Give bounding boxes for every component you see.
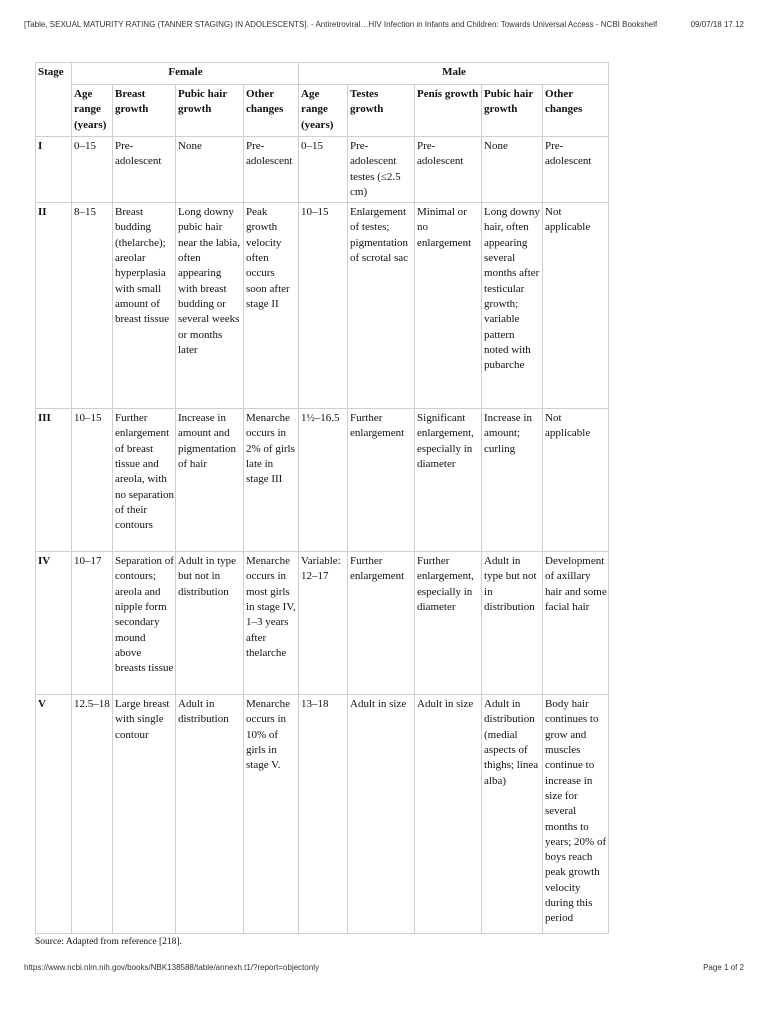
table-cell: Variable: 12–17 [299, 552, 348, 695]
column-header: Pubic hair growth [482, 85, 543, 137]
table-cell: Pre-adolescent [244, 137, 299, 203]
table-cell: Menarche occurs in 10% of girls in stage V. [244, 695, 299, 934]
column-header: Pubic hair growth [176, 85, 244, 137]
table-cell: 8–15 [72, 203, 113, 409]
table-cell: 10–15 [299, 203, 348, 409]
table-cell: Menarche occurs in most girls in stage IV, 1–3 years after thelarche [244, 552, 299, 695]
female-header: Female [72, 63, 299, 85]
table-cell: Not applicable [543, 409, 609, 552]
column-header: Age range (years) [299, 85, 348, 137]
table-cell: None [176, 137, 244, 203]
tanner-staging-table [35, 62, 609, 934]
table-cell: Long downy pubic hair near the labia, often appearing with breast budding or several weeks or months later [176, 203, 244, 409]
table-cell: Adult in distribution [176, 695, 244, 934]
table-cell: Further enlargement, especially in diameter [415, 552, 482, 695]
table-cell: Large breast with single contour [113, 695, 176, 934]
stage-header: Stage [36, 63, 72, 137]
print-header [24, 20, 744, 34]
table-cell: Not applicable [543, 203, 609, 409]
male-header: Male [299, 63, 609, 85]
table-cell: Development of axillary hair and some facial hair [543, 552, 609, 695]
stage-cell: I [36, 137, 72, 203]
source-note: Source: Adapted from reference [218]. [35, 937, 182, 947]
table-cell: 0–15 [299, 137, 348, 203]
table-cell: Adult in size [348, 695, 415, 934]
table-cell: Breast budding (thelarche); areolar hyperplasia with small amount of breast tissue [113, 203, 176, 409]
page-url: https://www.ncbi.nlm.nih.gov/books/NBK138588/table/annexh.t1/?report=objectonly [24, 963, 320, 972]
column-header: Other changes [244, 85, 299, 137]
column-header: Penis growth [415, 85, 482, 137]
table-cell: Pre-adolescent [113, 137, 176, 203]
table-row [36, 695, 609, 934]
table-cell: Significant enlargement, especially in diameter [415, 409, 482, 552]
table-row [36, 409, 609, 552]
table-cell: 13–18 [299, 695, 348, 934]
table-cell: None [482, 137, 543, 203]
table-cell: Body hair continues to grow and muscles continue to increase in size for several months to years; 20% of boys reach peak growth velocity during this period [543, 695, 609, 934]
table-cell: 0–15 [72, 137, 113, 203]
table-cell: Peak growth velocity often occurs soon after stage II [244, 203, 299, 409]
column-header: Other changes [543, 85, 609, 137]
table-cell: Minimal or no enlargement [415, 203, 482, 409]
table-cell: Pre-adolescent [543, 137, 609, 203]
stage-cell: II [36, 203, 72, 409]
table-cell: 1½–16.5 [299, 409, 348, 552]
print-header-title: [Table, SEXUAL MATURITY RATING (TANNER STAGING) IN ADOLESCENTS]. - Antiretroviral…HIV Infection in Infants and Children: Towards Universal Access - NCBI Bookshelf [24, 20, 658, 29]
table-row [36, 203, 609, 409]
table-cell: Menarche occurs in 2% of girls late in stage III [244, 409, 299, 552]
table-row [36, 552, 609, 695]
table-cell: Adult in type but not in distribution [176, 552, 244, 695]
stage-cell: IV [36, 552, 72, 695]
table-cell: Increase in amount; curling [482, 409, 543, 552]
table-cell: Increase in amount and pigmentation of hair [176, 409, 244, 552]
table-cell: Adult in type but not in distribution [482, 552, 543, 695]
table-cell: 10–17 [72, 552, 113, 695]
table-cell: Further enlargement of breast tissue and areola, with no separation of their contours [113, 409, 176, 552]
table-cell: 12.5–18 [72, 695, 113, 934]
table-cell: Enlargement of testes; pigmentation of scrotal sac [348, 203, 415, 409]
table-cell: 10–15 [72, 409, 113, 552]
column-header: Age range (years) [72, 85, 113, 137]
stage-cell: III [36, 409, 72, 552]
page-number: Page 1 of 2 [703, 963, 744, 972]
column-header: Breast growth [113, 85, 176, 137]
print-footer [24, 963, 744, 977]
table-cell: Further enlargement [348, 409, 415, 552]
table-cell: Pre-adolescent testes (≤2.5 cm) [348, 137, 415, 203]
table-cell: Long downy hair, often appearing several months after testicular growth; variable pattern noted with pubarche [482, 203, 543, 409]
column-header: Testes growth [348, 85, 415, 137]
table-cell: Separation of contours; areola and nipple form secondary mound above breasts tissue [113, 552, 176, 695]
table-cell: Adult in size [415, 695, 482, 934]
stage-cell: V [36, 695, 72, 934]
table-row [36, 137, 609, 203]
table-cell: Adult in distribution (medial aspects of thighs; linea alba) [482, 695, 543, 934]
print-header-date: 09/07/18 17.12 [690, 20, 744, 29]
table-cell: Further enlargement [348, 552, 415, 695]
table-cell: Pre-adolescent [415, 137, 482, 203]
